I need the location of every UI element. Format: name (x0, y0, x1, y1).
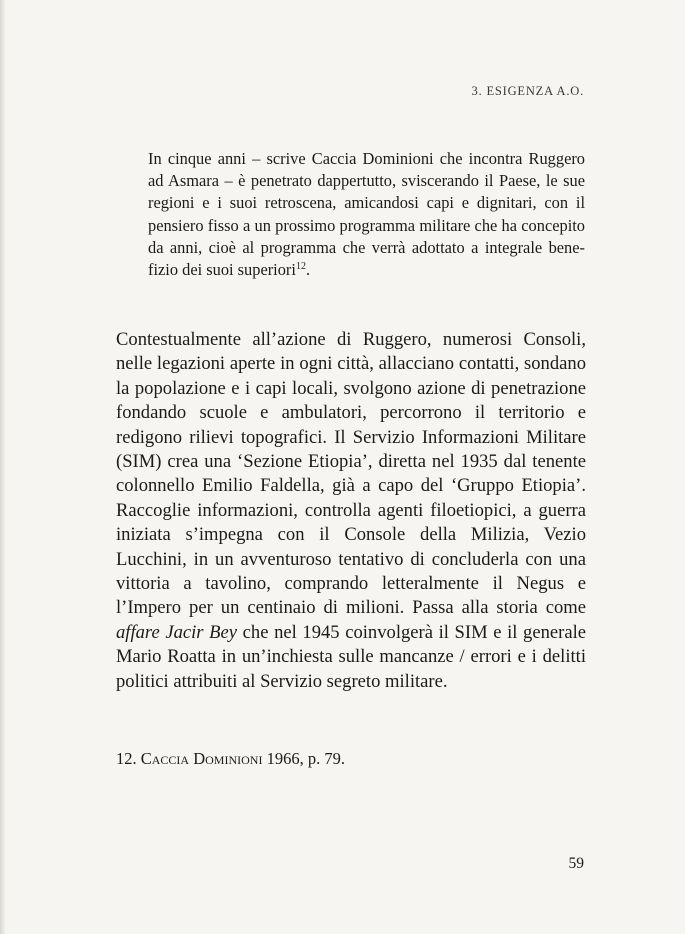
paragraph-text-continued: che nel 1945 coinvolgerà il SIM e il generale Mario Roatta in un’inchiesta sulle mancanze / errori e i delitti politici attribuiti al Servizio segreto militare. (116, 621, 586, 692)
footnote-reference: 12 (295, 261, 306, 273)
footnote-number: 12. (116, 749, 137, 768)
page-number: 59 (568, 855, 584, 872)
running-head: 3. ESIGENZA A.O. (471, 84, 584, 98)
italic-term: affare Jacir Bey (116, 621, 238, 643)
body-paragraph (116, 328, 586, 694)
quote-end-punctuation: . (305, 260, 311, 280)
paragraph-text: Contestualmente all’azione di Ruggero, numerosi Consoli, nelle legazioni aperte in ogni città, allacciano contatti, sondano la popolazione e i capi locali, svolgono azione di penetrazione fondando scuole e ambulatori, percorrono il territorio e redigono rilievi topografici. Il Servizio Informazioni Militare (SIM) crea una ‘Sezione Etiopia’, diretta nel 1935 dal tenente colonnello Emilio Faldella, già a capo del ‘Gruppo Etiopia’. Raccoglie informazioni, controlla agenti filoetiopici, a guerra iniziata s’impegna con il Console della Milizia, Vezio Lucchini, in un avventuroso tentativo di concluderla con una vittoria a tavolino, comprando letteralmente il Negus e l’Impero per un centinaio di milioni. Passa alla storia come (116, 329, 586, 619)
footnote (116, 749, 345, 769)
quote-text: In cinque anni – scrive Caccia Dominioni che incontra Ruggero ad Asmara – è penetrato dappertutto, sviscerando il Paese, le sue regioni e i suoi retroscena, amicandosi capi e dignitari, con il pensiero fisso a un prossimo programma militare che ha concepito da anni, cioè al programma che verrà adottato a integrale benefizio dei suoi superiori (148, 149, 585, 280)
block-quote (148, 148, 585, 281)
footnote-author: Caccia Dominioni (140, 749, 263, 768)
footnote-citation: 1966, p. 79. (266, 749, 345, 768)
